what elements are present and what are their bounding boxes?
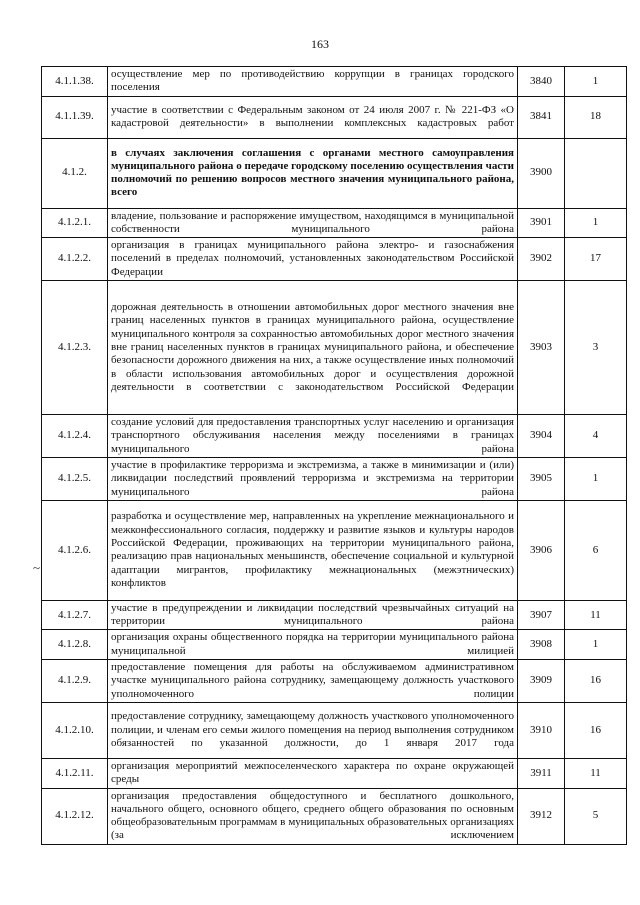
row-line-number: 3840 [518,67,565,97]
row-count: 1 [565,457,627,500]
row-description: осуществление мер по противодействию коррупции в границах городского поселения [108,67,518,97]
row-code: 4.1.2.1. [42,208,108,238]
row-line-number: 3841 [518,96,565,138]
table-row [42,702,627,758]
table-row [42,208,627,238]
row-count: 3 [565,281,627,415]
margin-mark: ~ [33,560,41,575]
row-line-number: 3905 [518,457,565,500]
table-row [42,457,627,500]
row-code: 4.1.2.12. [42,788,108,844]
row-line-number: 3908 [518,630,565,660]
table-row [42,788,627,844]
table-row [42,500,627,600]
row-code: 4.1.2. [42,138,108,208]
row-code: 4.1.2.6. [42,500,108,600]
row-description: участие в соответствии с Федеральным законом от 24 июля 2007 г. № 221-ФЗ «О кадастровой деятельности» в выполнении комплексных кадастровых работ [108,96,518,138]
table-row [42,600,627,630]
row-count: 4 [565,415,627,458]
row-count: 18 [565,96,627,138]
page-number: 163 [311,37,329,51]
row-code: 4.1.2.10. [42,702,108,758]
row-description: организация в границах муниципального района электро- и газоснабжения поселений в пределах полномочий, установленных законодательством Российской Федерации [108,238,518,281]
row-line-number: 3903 [518,281,565,415]
table-row [42,630,627,660]
row-description: участие в предупреждении и ликвидации последствий чрезвычайных ситуаций на территории муниципального района [108,600,518,630]
row-count: 1 [565,208,627,238]
row-description: разработка и осуществление мер, направленных на укрепление межнационального и межконфессионального согласия, поддержку и развитие языков и культуры народов Российской Федерации, проживающих на территории муниципального района, реализацию прав национальных меньшинств, обеспечение социальной и культурной адаптации мигрантов, профилактику межнациональных (межэтнических) конфликтов [108,500,518,600]
table-row [42,96,627,138]
row-count: 1 [565,67,627,97]
row-count: 16 [565,660,627,703]
row-description: участие в профилактике терроризма и экстремизма, а также в минимизации и (или) ликвидации последствий проявлений терроризма и экстремизма на территории муниципального района [108,457,518,500]
row-count: 16 [565,702,627,758]
row-line-number: 3900 [518,138,565,208]
row-line-number: 3902 [518,238,565,281]
table-row [42,238,627,281]
row-line-number: 3907 [518,600,565,630]
row-code: 4.1.2.2. [42,238,108,281]
row-description: создание условий для предоставления транспортных услуг населению и организация транспортного обслуживания населения между поселениями в границах муниципального района [108,415,518,458]
row-description: предоставление помещения для работы на обслуживаемом административном участке муниципального района сотруднику, замещающему должность участкового уполномоченного полиции [108,660,518,703]
row-line-number: 3901 [518,208,565,238]
row-line-number: 3911 [518,758,565,788]
table-row [42,660,627,703]
table-row [42,281,627,415]
table-row [42,138,627,208]
indicator-table [41,66,627,845]
row-line-number: 3906 [518,500,565,600]
row-line-number: 3912 [518,788,565,844]
row-code: 4.1.2.5. [42,457,108,500]
row-description: дорожная деятельность в отношении автомобильных дорог местного значения вне границ населенных пунктов в границах муниципального района, осуществление муниципального контроля за сохранностью автомобильных дорог местного значения вне границ населенных пунктов в границах муниципального района, и обеспечение безопасности дорожного движения на них, а также осуществление иных полномочий в области использования автомобильных дорог и осуществления дорожной деятельности в соответствии с законодательством Российской Федерации [108,281,518,415]
row-description: организация предоставления общедоступного и бесплатного дошкольного, начального общего, основного общего, среднего общего образования по основным общеобразовательным программам в муниципальных образовательных организациях (за исключением [108,788,518,844]
row-line-number: 3910 [518,702,565,758]
row-description: владение, пользование и распоряжение имуществом, находящимся в муниципальной собственности муниципального района [108,208,518,238]
row-description: в случаях заключения соглашения с органами местного самоуправления муниципального района о передаче городскому поселению осуществления части полномочий по решению вопросов местного значения муниципального района, всего [108,138,518,208]
row-count: 17 [565,238,627,281]
row-code: 4.1.2.8. [42,630,108,660]
table-row [42,415,627,458]
row-code: 4.1.2.3. [42,281,108,415]
row-description: предоставление сотруднику, замещающему должность участкового уполномоченного полиции, и членам его семьи жилого помещения на период выполнения сотрудником обязанностей по указанной должности, до 1 января 2017 года [108,702,518,758]
row-count: 6 [565,500,627,600]
row-count: 11 [565,758,627,788]
row-count: 1 [565,630,627,660]
row-line-number: 3904 [518,415,565,458]
table-row [42,67,627,97]
row-code: 4.1.2.11. [42,758,108,788]
row-count: 11 [565,600,627,630]
row-code: 4.1.1.39. [42,96,108,138]
row-code: 4.1.2.4. [42,415,108,458]
row-code: 4.1.1.38. [42,67,108,97]
row-count [565,138,627,208]
row-description: организация охраны общественного порядка на территории муниципального района муниципальной милицией [108,630,518,660]
row-line-number: 3909 [518,660,565,703]
row-code: 4.1.2.9. [42,660,108,703]
row-count: 5 [565,788,627,844]
row-code: 4.1.2.7. [42,600,108,630]
table-row [42,758,627,788]
row-description: организация мероприятий межпоселенческого характера по охране окружающей среды [108,758,518,788]
